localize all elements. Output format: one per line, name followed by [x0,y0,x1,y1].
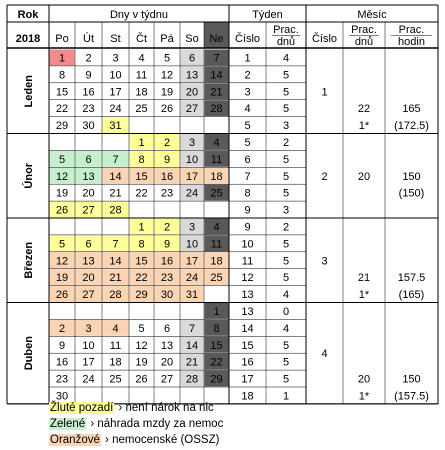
day-number: 5 [163,52,171,65]
day-number: 10 [109,69,122,82]
month-prac-dnu: 22 [357,103,371,116]
week-prac-dnu: 4 [282,52,290,65]
week-number: 14 [241,322,254,335]
day-number: 7 [112,238,119,251]
week-prac-dnu: 5 [282,153,290,166]
day-number: 14 [109,170,122,183]
day-number: 4 [138,52,145,65]
day-number: 14 [185,339,199,352]
day-number: 19 [135,356,148,369]
day-number: 28 [185,373,199,386]
day-number: 25 [109,373,122,386]
day-number: 22 [135,272,148,285]
day-number: 18 [135,86,148,99]
week-prac-dnu: 5 [282,69,290,82]
day-number: 13 [160,339,174,352]
day-number: 28 [109,204,122,217]
day-number: 16 [160,255,174,268]
week-prac-dnu: 5 [282,86,290,99]
day-number: 16 [55,356,69,369]
day-number: 8 [58,69,66,82]
day-number: 8 [138,238,145,251]
week-prac-dnu: 5 [282,356,290,369]
day-number: 22 [210,356,223,369]
week-number: 6 [244,153,251,166]
day-number: 10 [185,153,199,166]
day-number: 18 [210,170,223,183]
day-number: 8 [138,153,145,166]
day-number: 26 [160,103,174,116]
month-number: 3 [321,255,328,268]
month-prac-dnu: 20 [357,373,371,386]
week-prac-dnu: 3 [282,204,290,217]
week-number: 4 [244,103,251,116]
day-number: 23 [55,373,69,386]
day-number: 12 [55,170,69,183]
day-number: 26 [55,289,69,302]
week-prac-dnu: 5 [282,272,290,285]
day-number: 14 [210,69,223,82]
header-month-hodin: hodin [398,36,425,48]
day-number: 20 [82,272,95,285]
day-number: 1 [138,221,145,234]
day-number: 5 [58,153,66,166]
day-number: 18 [109,356,122,369]
week-prac-dnu: 4 [282,289,290,302]
day-number: 3 [188,221,196,234]
day-number: 4 [213,137,220,149]
week-prac-dnu: 1 [282,390,290,403]
day-number: 23 [82,103,95,116]
day-name: So [185,33,199,45]
month-prac-hodin: 165 [402,103,421,116]
week-number: 18 [241,390,254,403]
month-prac-hodin: 150 [402,170,421,183]
week-number: 2 [244,69,251,82]
day-number: 7 [213,52,220,65]
day-number: 13 [82,255,95,268]
day-number: 24 [185,187,199,200]
day-number: 6 [85,238,92,251]
day-number: 24 [185,272,199,285]
day-number: 30 [160,289,174,302]
day-number: 12 [55,255,69,268]
month-prac-dnu: 21 [357,272,371,285]
month-prac-hodin: (150) [398,187,425,200]
legend-text: › náhrada mzdy za nemoc [87,418,224,430]
week-prac-dnu: 5 [282,339,290,352]
day-number: 21 [185,356,199,369]
day-number: 25 [135,103,148,116]
header-week-prac: Prac. [273,24,299,36]
header-month-prac: Prac. [351,24,377,36]
day-number: 4 [213,221,220,234]
day-number: 7 [112,153,119,166]
day-number: 29 [55,120,69,133]
day-name: St [110,33,121,45]
header-month-prac2: Prac. [398,24,425,36]
day-number: 12 [160,69,174,82]
header-week-cislo: Číslo [234,33,261,45]
day-number: 1 [58,52,66,65]
day-name: Ne [209,33,224,45]
header-month-dnu: dnů [354,36,374,48]
day-number: 5 [58,238,66,251]
day-number: 20 [82,187,95,200]
month-name: Únor [23,162,35,189]
week-prac-dnu: 5 [282,238,290,251]
day-number: 15 [135,255,148,268]
day-number: 13 [185,69,199,82]
day-number: 4 [112,322,119,335]
day-number: 19 [55,272,69,285]
day-number: 25 [210,187,223,200]
day-number: 27 [185,103,199,116]
day-name: Út [83,33,94,45]
day-number: 22 [135,187,148,200]
day-number: 31 [185,289,199,302]
day-number: 15 [210,339,223,352]
day-number: 28 [109,289,122,302]
day-number: 9 [58,339,66,352]
legend-item [49,418,224,430]
day-number: 21 [109,272,122,285]
week-number: 5 [244,120,251,133]
day-number: 26 [55,204,69,217]
header-year: 2018 [15,33,41,45]
week-number: 10 [241,238,254,251]
month-number: 1 [321,86,328,99]
week-number: 9 [244,204,251,217]
day-number: 31 [109,120,122,133]
day-name: Po [55,33,69,45]
day-number: 1 [138,137,145,149]
day-number: 9 [85,69,92,82]
week-prac-dnu: 5 [282,255,290,268]
header-week-dnu: dnů [276,36,296,48]
month-prac-dnu: 1* [358,120,370,133]
week-prac-dnu: 3 [282,120,290,133]
day-number: 6 [163,322,171,335]
day-number: 14 [109,255,122,268]
day-number: 2 [163,221,171,234]
week-number: 5 [244,137,251,149]
day-number: 1 [213,306,220,318]
day-number: 3 [112,52,119,65]
week-number: 8 [244,187,251,200]
legend-item [49,402,215,414]
day-number: 10 [82,339,95,352]
week-prac-dnu: 5 [282,170,290,183]
day-number: 18 [210,255,223,268]
day-number: 29 [135,289,148,302]
day-number: 10 [185,238,199,251]
day-number: 9 [163,153,171,166]
week-number: 13 [241,289,254,302]
day-number: 17 [82,356,95,369]
month-prac-dnu: 1* [358,390,370,403]
day-number: 27 [82,204,95,217]
month-number: 2 [321,170,328,183]
day-number: 15 [55,86,69,99]
day-number: 2 [85,52,92,65]
header-tyden: Týden [252,9,283,21]
day-number: 12 [135,339,148,352]
day-number: 25 [210,272,223,285]
week-prac-dnu: 5 [282,373,290,386]
day-number: 24 [82,373,95,386]
day-number: 11 [210,238,223,251]
legend-highlight: Zelené [50,418,86,430]
week-prac-dnu: 2 [282,221,290,234]
week-number: 16 [241,356,254,369]
month-prac-hodin: 157.5 [397,272,426,285]
month-number: 4 [321,348,328,361]
day-number: 20 [185,86,199,99]
day-number: 17 [185,170,199,183]
week-prac-dnu: 5 [282,187,290,200]
header-rok: Rok [17,9,39,21]
day-name: Čt [136,33,147,45]
legend-highlight: Oranžové [50,434,100,446]
day-number: 3 [85,322,92,335]
legend-text: › není nárok na nic [115,402,214,414]
week-number: 12 [241,272,254,285]
day-number: 16 [82,86,95,99]
day-number: 9 [163,238,171,251]
day-number: 5 [138,322,145,335]
day-number: 23 [160,272,174,285]
month-prac-hodin: (172.5) [394,120,429,133]
day-number: 3 [188,137,196,149]
month-prac-dnu: 20 [357,170,371,183]
day-number: 20 [160,356,174,369]
day-number: 21 [109,187,122,200]
day-number: 30 [55,390,69,403]
day-number: 21 [210,86,223,99]
week-number: 13 [241,306,254,318]
week-number: 7 [244,170,251,183]
day-number: 6 [188,52,196,65]
header-dny: Dny v týdnu [109,9,169,21]
week-prac-dnu: 4 [282,322,290,335]
day-number: 16 [160,170,174,183]
header-mesic: Měsíc [357,9,387,21]
day-number: 2 [163,137,171,149]
day-number: 24 [109,103,122,116]
month-prac-hodin: (165) [398,289,425,302]
day-number: 11 [210,153,223,166]
day-number: 19 [55,187,69,200]
day-number: 29 [210,373,223,386]
day-number: 19 [160,86,174,99]
week-prac-dnu: 0 [282,306,290,318]
day-number: 2 [58,322,66,335]
day-number: 22 [55,103,69,116]
day-number: 27 [160,373,174,386]
week-prac-dnu: 2 [282,137,290,149]
day-number: 17 [185,255,199,268]
day-number: 13 [82,170,95,183]
day-number: 6 [85,153,92,166]
month-name: Leden [23,75,35,108]
week-prac-dnu: 5 [282,103,290,116]
month-prac-hodin: 150 [402,373,421,386]
week-number: 9 [244,221,251,234]
header-month-cislo: Číslo [311,33,338,45]
day-number: 11 [109,339,122,352]
week-number: 11 [241,255,254,268]
legend-text: › nemocenské (OSSZ) [101,434,220,446]
month-prac-dnu: 1* [358,289,370,302]
day-number: 30 [82,120,95,133]
legend-item [49,434,220,446]
day-number: 26 [135,373,148,386]
week-number: 3 [244,86,251,99]
week-number: 15 [241,339,254,352]
day-number: 11 [135,69,148,82]
day-number: 15 [135,170,148,183]
day-number: 23 [160,187,174,200]
day-number: 27 [82,289,95,302]
week-number: 17 [241,373,254,386]
day-number: 7 [188,322,196,335]
month-name: Duben [23,336,35,371]
day-name: Pá [160,33,174,45]
week-number: 1 [244,52,251,65]
legend-highlight: Žluté pozadí [50,402,114,414]
day-number: 17 [109,86,122,99]
day-number: 28 [210,103,223,116]
day-number: 8 [213,322,220,335]
month-prac-hodin: (157.5) [394,390,429,403]
month-name: Březen [23,241,35,279]
